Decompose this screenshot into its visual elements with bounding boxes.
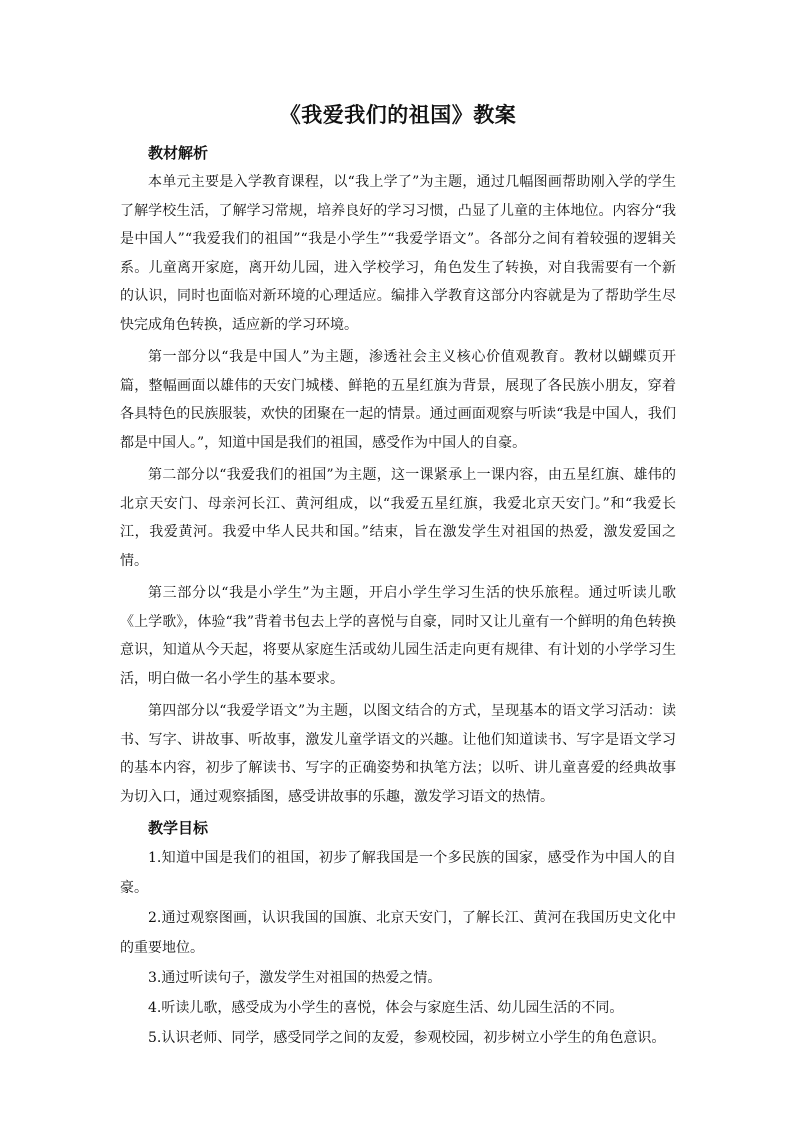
objective-item: 5.认识老师、同学，感受同学之间的友爱，参观校园，初步树立小学生的角色意识。 xyxy=(148,1030,666,1046)
objectives-list xyxy=(120,843,676,1053)
paragraph-part-four: 第四部分以“我爱学语文”为主题，以图文结合的方式，呈现基本的语文学习活动：读书、写字、讲故事、听故事，激发儿童学语文的兴趣。让他们知道读书、写字是语文学习的基本内容，初步了解读书、写字的正确姿势和执笔方法；以听、讲儿童喜爱的经典故事为切入口，通过观察插图，感受讲故事的乐趣，激发学习语文的热情。 xyxy=(120,703,676,805)
paragraph-part-three: 第三部分以“我是小学生”为主题，开启小学生学习生活的快乐旅程。通过听读儿歌《上学歌》，体验“我”背着书包去上学的喜悦与自豪，同时又让儿童有一个鲜明的角色转换意识，知道从今天起，将要从家庭生活或幼儿园生活走向更有规律、有计划的小学学习生活，明白做一名小学生的基本要求。 xyxy=(120,585,676,687)
document-page xyxy=(120,100,676,1053)
document-title: 《我爱我们的祖国》教案 xyxy=(279,102,517,127)
paragraph-part-two: 第二部分以“我爱我们的祖国”为主题，这一课紧承上一课内容，由五星红旗、雄伟的北京天安门、母亲河长江、黄河组成，以“我爱五星红旗，我爱北京天安门。”和“我爱长江，我爱黄河。我爱中华人民共和国。”结束，旨在激发学生对祖国的热爱，激发爱国之情。 xyxy=(120,467,676,569)
section-heading-teaching-objectives: 教学目标 xyxy=(148,819,209,837)
objective-item: 3.通过听读句子，激发学生对祖国的热爱之情。 xyxy=(148,970,442,986)
paragraph-intro: 本单元主要是入学教育课程，以“我上学了”为主题，通过几幅图画帮助刚入学的学生了解学校生活，了解学习常规，培养良好的学习习惯，凸显了儿童的主体地位。内容分“我是中国人”“我爱我们的祖国”“我是小学生”“我爱学语文”。各部分之间有着较强的逻辑关系。儿童离开家庭，离开幼儿园，进入学校学习，角色发生了转换，对自我需要有一个新的认识，同时也面临对新环境的心理适应。编排入学教育这部分内容就是为了帮助学生尽快完成角色转换，适应新的学习环境。 xyxy=(120,174,676,333)
paragraph-part-one: 第一部分以“我是中国人”为主题，渗透社会主义核心价值观教育。教材以蝴蝶页开篇，整幅画面以雄伟的天安门城楼、鲜艳的五星红旗为背景，展现了各民族小朋友，穿着各具特色的民族服装，欢快的团聚在一起的情景。通过画面观察与听读“我是中国人，我们都是中国人。”，知道中国是我们的祖国，感受作为中国人的自豪。 xyxy=(120,349,676,451)
objective-item: 1.知道中国是我们的祖国，初步了解我国是一个多民族的国家，感受作为中国人的自豪。 xyxy=(120,850,676,896)
objective-item: 2.通过观察图画，认识我国的国旗、北京天安门，了解长江、黄河在我国历史文化中的重要地位。 xyxy=(120,910,676,956)
objective-item: 4.听读儿歌，感受成为小学生的喜悦，体会与家庭生活、幼儿园生活的不同。 xyxy=(148,1000,624,1016)
section-heading-textbook-analysis: 教材解析 xyxy=(148,144,209,162)
